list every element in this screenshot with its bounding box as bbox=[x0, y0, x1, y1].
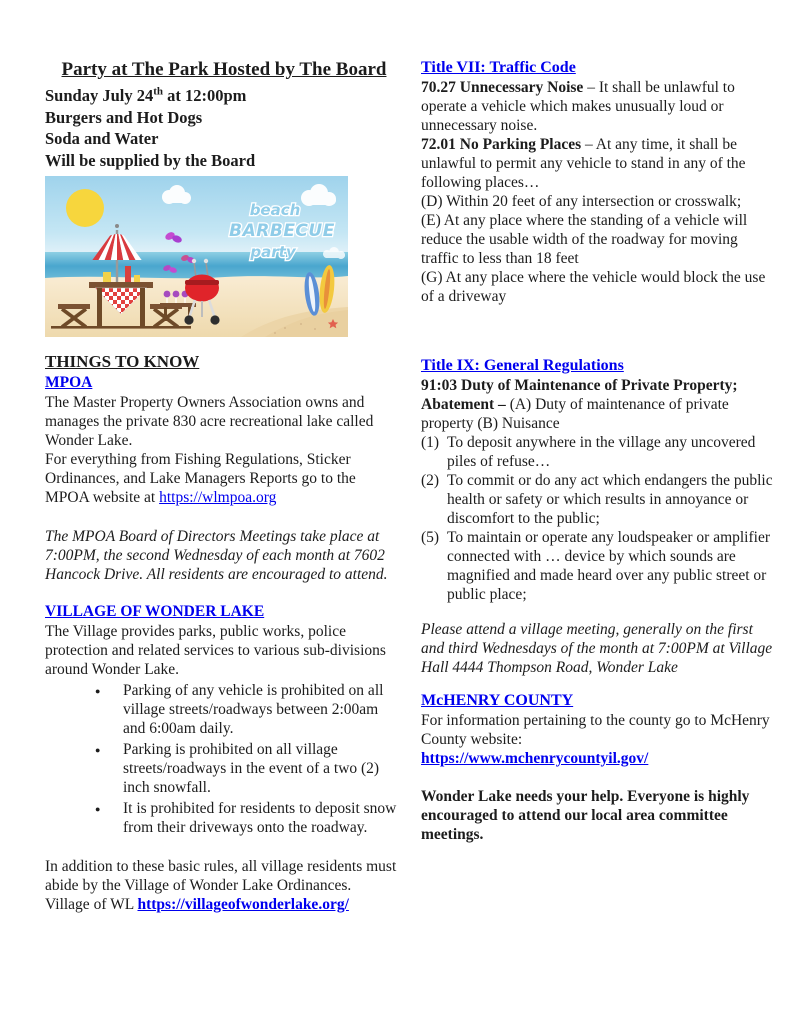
county-link-line bbox=[421, 749, 777, 768]
village-rule-text: Parking is prohibited on all village streets/roadways in the event of a two (2) inch snowfall. bbox=[123, 741, 380, 796]
no-parking-place: (G) At any place where the vehicle would block the use of a driveway bbox=[421, 269, 766, 305]
event-detail-line: Will be supplied by the Board bbox=[45, 150, 256, 170]
party-title: Party at The Park Hosted by The Board bbox=[61, 59, 387, 80]
regulation-item-number: (2) bbox=[421, 472, 440, 489]
village-meeting-note: Please attend a village meeting, generally on the first and third Wednesdays of the month at 7:00PM at Village Hall 4444 Thompson Road, Wonder Lake bbox=[421, 621, 773, 676]
village-rule-item bbox=[95, 740, 403, 797]
stool-seat bbox=[58, 304, 90, 309]
event-detail-line: Burgers and Hot Dogs bbox=[45, 107, 203, 127]
right-column bbox=[421, 58, 777, 914]
event-date-prefix: Sunday July 24 bbox=[45, 86, 154, 105]
traffic-item bbox=[421, 135, 777, 192]
mchenry-county-section bbox=[421, 691, 777, 844]
regulation-item-number: (5) bbox=[421, 529, 440, 546]
village-link-line bbox=[45, 895, 403, 914]
caption-barbecue: BARBECUE bbox=[229, 221, 335, 241]
mchenry-county-heading-link[interactable]: McHENRY COUNTY bbox=[421, 692, 574, 709]
two-column-layout bbox=[45, 58, 779, 914]
caption-party: party bbox=[250, 243, 296, 261]
village-rule-text: It is prohibited for residents to deposit snow from their driveways onto the roadway. bbox=[123, 800, 397, 836]
event-detail-line: Soda and Water bbox=[45, 129, 159, 148]
regulation-item-number: (1) bbox=[421, 434, 440, 451]
regulation-item bbox=[421, 471, 777, 528]
regulation-item bbox=[421, 528, 777, 604]
event-date-superscript: th bbox=[153, 85, 163, 98]
beach-barbecue-illustration bbox=[45, 176, 348, 337]
event-date-line bbox=[45, 85, 403, 107]
bullet-icon bbox=[95, 799, 123, 837]
no-parking-place: (E) At any place where the standing of a vehicle will reduce the usable width of the roadway for moving traffic to less than 18 feet bbox=[421, 212, 748, 267]
traffic-item-code: 72.01 No Parking Places bbox=[421, 136, 582, 153]
general-regulations-section bbox=[421, 356, 777, 677]
village-rule-item bbox=[95, 799, 403, 837]
traffic-item-code: 70.27 Unnecessary Noise bbox=[421, 79, 584, 96]
mpoa-meeting-note: The MPOA Board of Directors Meetings take place at 7:00PM, the second Wednesday of each month at 7602 Hancock Drive. All residents are encouraged to attend. bbox=[45, 528, 388, 583]
left-column bbox=[45, 58, 403, 914]
regulation-code-line bbox=[421, 376, 777, 433]
closing-call-to-action: Wonder Lake needs your help. Everyone is highly encouraged to attend our local area committee meetings. bbox=[421, 788, 750, 843]
village-heading-link[interactable]: VILLAGE OF WONDER LAKE bbox=[45, 603, 265, 620]
village-rule-text: Parking of any vehicle is prohibited on all village streets/roadways between 2:00am and 6:00am daily. bbox=[123, 682, 384, 737]
traffic-item bbox=[421, 78, 777, 135]
event-date-suffix: at 12:00pm bbox=[163, 86, 247, 105]
regulation-code-bold: 91:03 Duty of Maintenance of Private Property; Abatement – bbox=[421, 377, 738, 413]
things-to-know-heading: THINGS TO KNOW bbox=[45, 352, 200, 371]
regulation-code-rest: (A) Duty of maintenance of private property (B) Nuisance bbox=[421, 396, 729, 432]
village-website-link[interactable]: https://villageofwonderlake.org/ bbox=[137, 896, 349, 913]
no-parking-place: (D) Within 20 feet of any intersection or crosswalk; bbox=[421, 193, 742, 210]
traffic-item-text: – It shall be unlawful to operate a vehicle which makes unusually loud or unnecessary noise. bbox=[421, 79, 735, 134]
bullet-icon bbox=[95, 681, 123, 738]
regulation-item-text: To maintain or operate any loudspeaker or amplifier connected with … device by which sounds are magnified and made heard over any public street or public place; bbox=[447, 529, 771, 603]
mpoa-paragraph-2-text: For everything from Fishing Regulations, Sticker Ordinances, and Lake Managers Reports go to the MPOA website at bbox=[45, 451, 356, 506]
county-website-link[interactable]: https://www.mchenrycountyil.gov/ bbox=[421, 750, 649, 767]
mpoa-website-link[interactable]: https://wlmpoa.org bbox=[159, 489, 277, 506]
mpoa-paragraph-1: The Master Property Owners Association owns and manages the private 830 acre recreational lake called Wonder Lake. bbox=[45, 394, 374, 449]
mpoa-heading-link[interactable]: MPOA bbox=[45, 374, 93, 391]
village-rule-item bbox=[95, 681, 403, 738]
caption-beach: beach bbox=[249, 201, 301, 219]
village-link-prefix: Village of WL bbox=[45, 896, 138, 913]
village-intro: The Village provides parks, public works, police protection and related services to various sub-divisions around Wonder Lake. bbox=[45, 623, 386, 678]
ground-line bbox=[51, 326, 191, 329]
regulation-item-text: To deposit anywhere in the village any uncovered piles of refuse… bbox=[447, 434, 756, 470]
regulation-item bbox=[421, 433, 777, 471]
regulation-item-text: To commit or do any act which endangers the public health or safety or which results in annoyance or discomfort to the public; bbox=[447, 472, 773, 527]
bullet-icon bbox=[95, 740, 123, 797]
traffic-item-text: – At any time, it shall be unlawful to permit any vehicle to stand in any of the following places… bbox=[421, 136, 746, 191]
sun-icon bbox=[66, 189, 104, 227]
general-regulations-heading-link[interactable]: Title IX: General Regulations bbox=[421, 357, 624, 374]
county-info-text: For information pertaining to the county go to McHenry County website: bbox=[421, 712, 770, 748]
traffic-code-heading-link[interactable]: Title VII: Traffic Code bbox=[421, 59, 576, 76]
mpoa-paragraph-2 bbox=[45, 450, 403, 507]
village-outro: In addition to these basic rules, all village residents must abide by the Village of Wonder Lake Ordinances. bbox=[45, 858, 397, 894]
